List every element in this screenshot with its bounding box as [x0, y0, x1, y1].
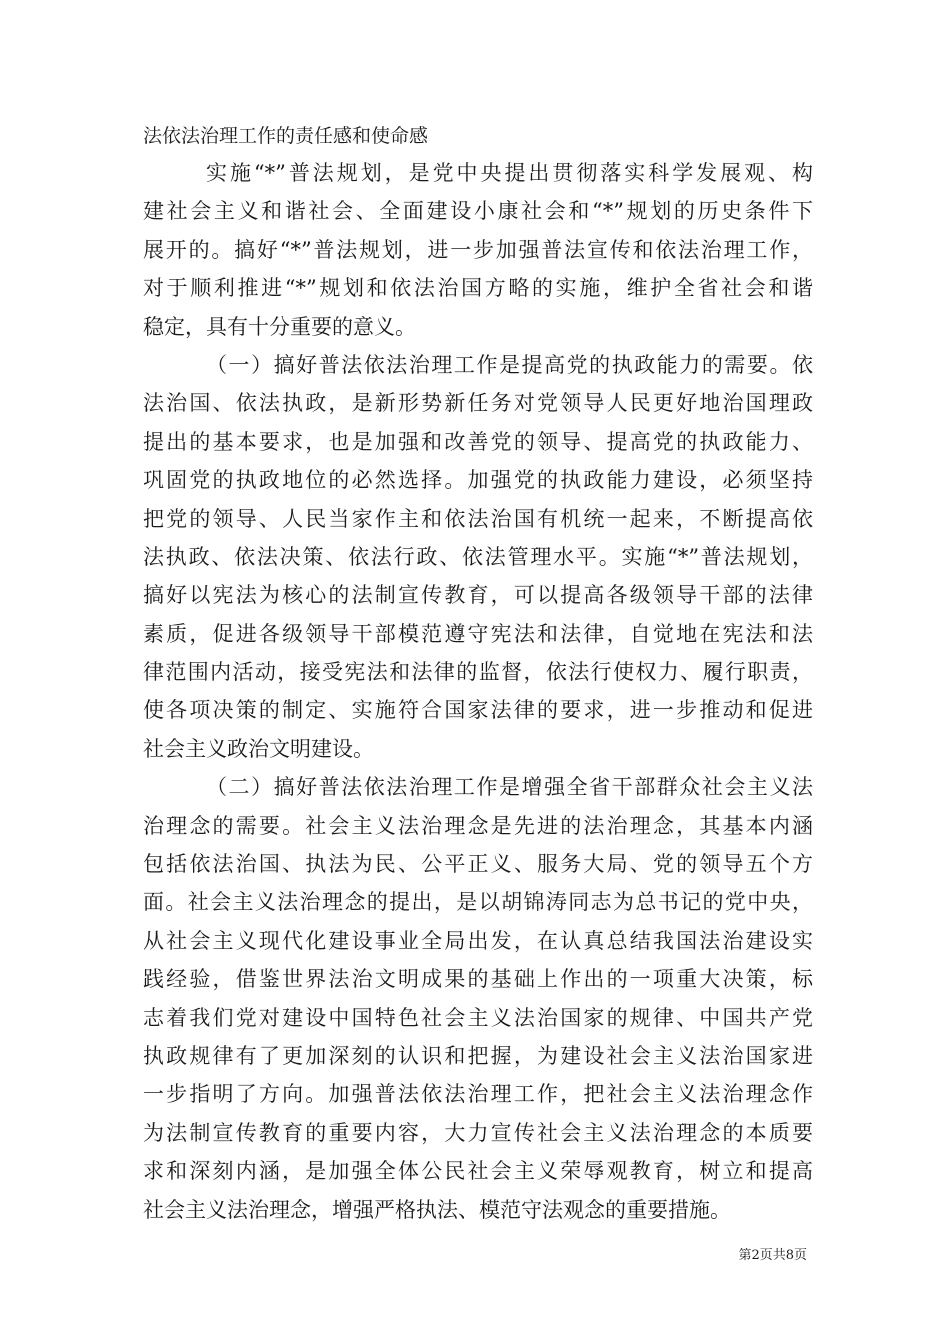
- text-line: 素质，促进各级领导干部模范遵守宪法和法律，自觉地在宪法和法: [143, 621, 813, 646]
- text-line: 为法制宣传教育的重要内容，大力宣传社会主义法治理念的本质要: [143, 1120, 813, 1145]
- text-line: （二）搞好普法依法治理工作是增强全省干部群众社会主义法: [206, 775, 813, 800]
- text-line: 对于顺利推进“*”规划和依法治国方略的实施，维护全省社会和谐: [143, 276, 813, 301]
- paragraph: [143, 768, 813, 1229]
- paragraph: [143, 154, 813, 346]
- section-heading-continuation: 法依法治理工作的责任感和使命感: [143, 125, 429, 147]
- text-line: 法执政、依法决策、依法行政、依法管理水平。实施“*”普法规划，: [143, 544, 813, 569]
- paragraph: [143, 346, 813, 768]
- document-body: [143, 118, 813, 1229]
- text-line: （一）搞好普法依法治理工作是提高党的执政能力的需要。依: [206, 352, 813, 377]
- text-line: 展开的。搞好“*”普法规划，进一步加强普法宣传和依法治理工作，: [143, 237, 813, 262]
- text-line: 搞好以宪法为核心的法制宣传教育，可以提高各级领导干部的法律: [143, 583, 813, 608]
- text-line: 求和深刻内涵，是加强全体公民社会主义荣辱观教育，树立和提高: [143, 1159, 813, 1184]
- text-line: 执政规律有了更加深刻的认识和把握，为建设社会主义法治国家进: [143, 1043, 813, 1068]
- text-line: 社会主义法治理念，增强严格执法、模范守法观念的重要措施。: [143, 1197, 731, 1222]
- text-line: 社会主义政治文明建设。: [143, 736, 374, 761]
- text-line: 使各项决策的制定、实施符合国家法律的要求，进一步推动和促进: [143, 698, 813, 723]
- text-line: 一步指明了方向。加强普法依法治理工作，把社会主义法治理念作: [143, 1082, 813, 1107]
- text-line: 实施“*”普法规划，是党中央提出贯彻落实科学发展观、构: [206, 161, 813, 185]
- text-line: 包括依法治国、执法为民、公平正义、服务大局、党的领导五个方: [143, 852, 813, 877]
- paragraph-list: [143, 154, 813, 1229]
- text-line: 面。社会主义法治理念的提出，是以胡锦涛同志为总书记的党中央，: [143, 890, 813, 915]
- text-line: 法治国、依法执政，是新形势新任务对党领导人民更好地治国理政: [143, 391, 813, 416]
- text-line: 提出的基本要求，也是加强和改善党的领导、提高党的执政能力、: [143, 429, 813, 454]
- page-number: 第2页共8页: [738, 1248, 807, 1263]
- text-line: 治理念的需要。社会主义法治理念是先进的法治理念，其基本内涵: [143, 813, 813, 838]
- text-line: 志着我们党对建设中国特色社会主义法治国家的规律、中国共产党: [143, 1005, 813, 1030]
- text-line: 巩固党的执政地位的必然选择。加强党的执政能力建设，必须坚持: [143, 468, 813, 493]
- text-line: 从社会主义现代化建设事业全局出发，在认真总结我国法治建设实: [143, 928, 813, 953]
- text-line: 建社会主义和谐社会、全面建设小康社会和“*”规划的历史条件下: [143, 199, 813, 224]
- text-line: 稳定，具有十分重要的意义。: [143, 314, 416, 339]
- text-line: 把党的领导、人民当家作主和依法治国有机统一起来，不断提高依: [143, 506, 813, 531]
- text-line: 律范围内活动，接受宪法和法律的监督，依法行使权力、履行职责，: [143, 660, 813, 685]
- text-line: 践经验，借鉴世界法治文明成果的基础上作出的一项重大决策，标: [143, 967, 813, 992]
